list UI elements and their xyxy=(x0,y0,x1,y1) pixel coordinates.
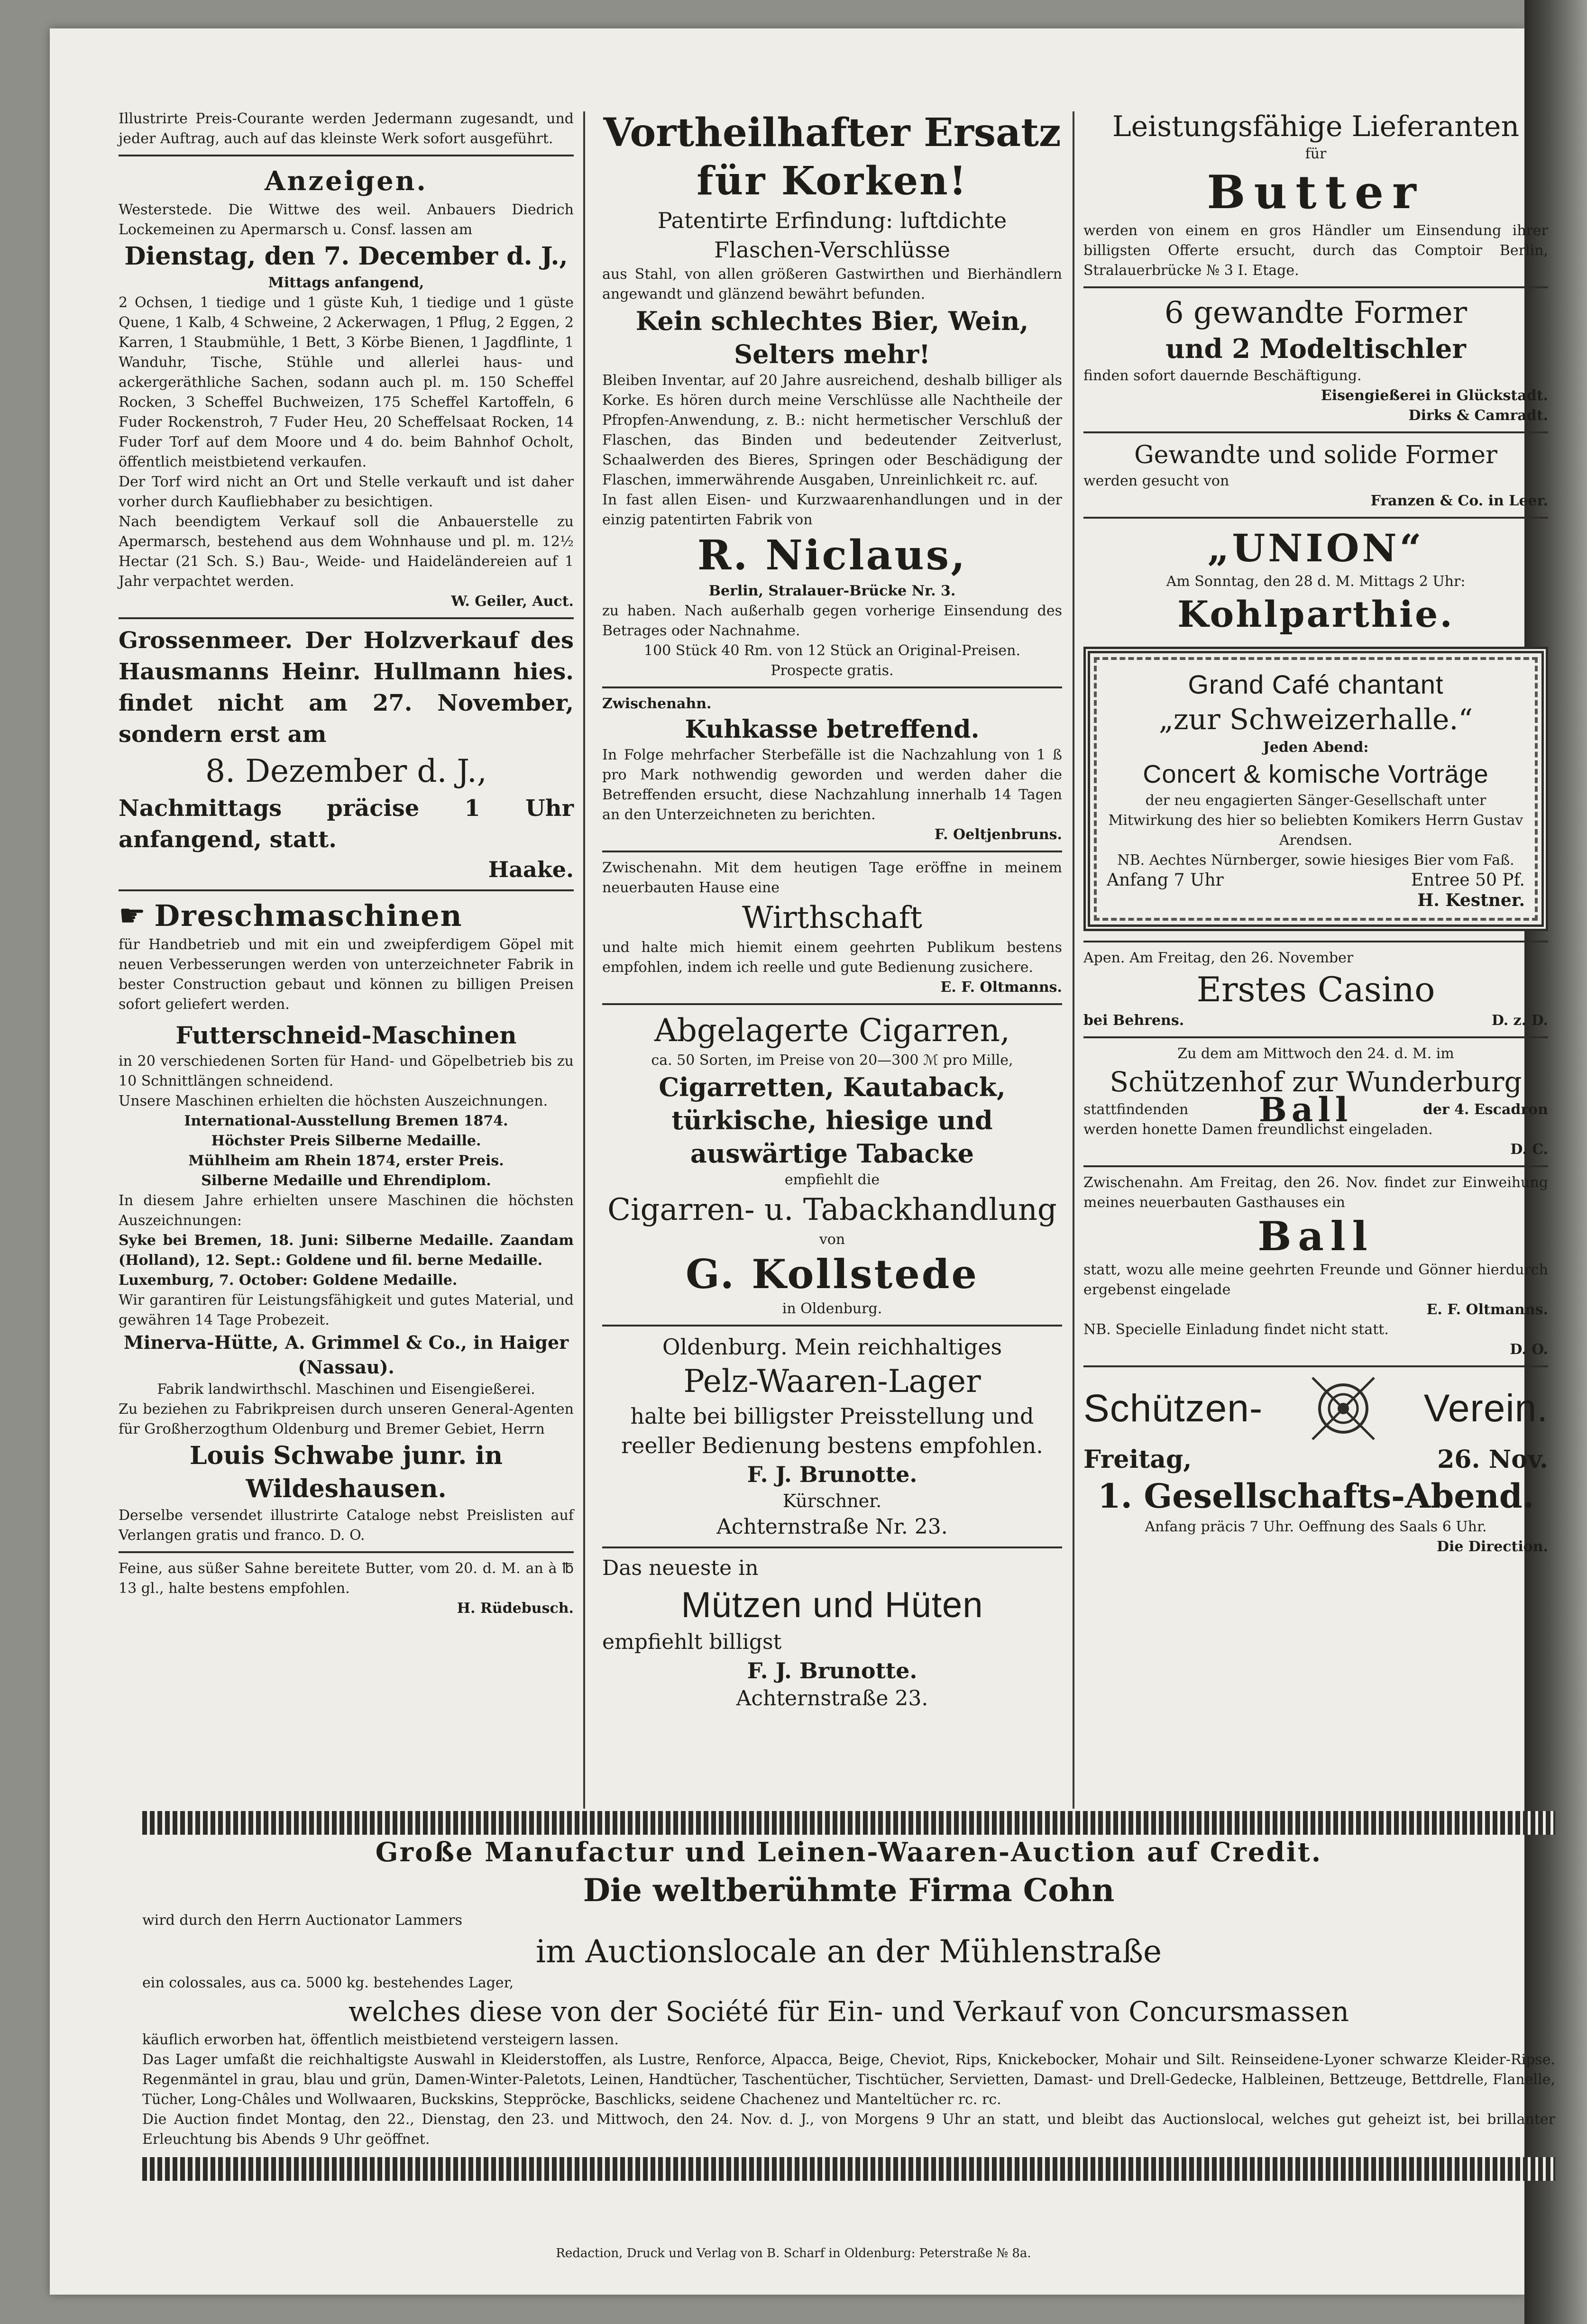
column-rule xyxy=(583,111,585,1809)
event-note: NB. Specielle Einladung findet nicht statt. xyxy=(1083,1321,1389,1338)
price-list-note: Illustrirte Preis-Courante werden Jedermann zugesandt, und jeder Auftrag, auch auf das kleinste Werk sofort ausgeführt. xyxy=(119,110,574,147)
ad-body: werden von einem en gros Händler um Einsendung ihrer billigsten Offerte ersucht, durch das Comptoir Berlin, Stralauerbrücke № 3 I. Etage. xyxy=(1083,222,1548,279)
award: Mühlheim am Rhein 1874, erster Preis. xyxy=(188,1153,504,1169)
event-title: Kohlparthie. xyxy=(1177,593,1454,635)
divider xyxy=(119,1551,574,1553)
company-address: Achternstraße Nr. 23. xyxy=(716,1515,948,1539)
ad-headline: 6 gewandte Former xyxy=(1164,295,1468,330)
pointing-hand-icon: ☛ xyxy=(119,898,146,933)
ad-body: aus Stahl, von allen größeren Gastwirthen und Bierhändlern angewandt und glänzend bewährt befunden. xyxy=(602,266,1062,302)
ad-body: Bleiben Inventar, auf 20 Jahre ausreichend, deshalb billiger als Korke. Es hören durch meine Verschlüsse alle Nachtheile der Pfropfen-Anwendung, z. B.: nicht hermetischer Verschluß der Flaschen, das Binden und bedeutender Zeitverlust, Schaalwerden des Bieres, Springen oder Beschädigung der Flaschen, immerwährende Ausgaben, Unreinlichkeit rc. auf. xyxy=(602,372,1062,488)
entry-price: Entree 50 Pf. xyxy=(1411,870,1525,890)
event-venue: Schützenhof zur Wunderburg xyxy=(1110,1066,1522,1098)
event-venue: bei Behrens. xyxy=(1083,1012,1184,1029)
club-header xyxy=(1083,1373,1548,1444)
event-line xyxy=(1083,1090,1548,1129)
ad-body: ca. 50 Sorten, im Preise von 20—300 ℳ pro Mille, xyxy=(651,1052,1013,1069)
divider xyxy=(602,1325,1062,1327)
auction-torf-note: Der Torf wird nicht an Ort und Stelle verkauft und ist daher vorher durch Kaufliebhaber zu besichtigen. xyxy=(119,474,574,510)
award: Höchster Preis Silberne Medaille. xyxy=(211,1133,481,1149)
ad-shop: Cigarren- u. Tabackhandlung xyxy=(607,1192,1057,1227)
award: Silberne Medaille und Ehrendiplom. xyxy=(201,1172,491,1189)
ad-price: 100 Stück 40 Rm. von 12 Stück an Original-Preisen. xyxy=(644,642,1020,659)
start-time: Anfang 7 Uhr xyxy=(1107,870,1224,890)
award-text: Syke bei Bremen, 18. Juni: Silberne Medaille. Zaandam (Holland), 12. Sept.: Goldene und fil. berne Medaille. xyxy=(119,1232,574,1269)
venue-title: Grand Café chantant xyxy=(1188,669,1444,699)
company-desc: Fabrik landwirthschl. Maschinen und Eisengießerei. xyxy=(157,1381,535,1398)
ad-body: für xyxy=(1305,146,1327,162)
notice-title: Wirthschaft xyxy=(742,900,923,935)
venue-program: Concert & komische Vorträge xyxy=(1143,760,1489,788)
award: International-Ausstellung Bremen 1874. xyxy=(184,1113,508,1129)
ad-headline: Abgelagerte Cigarren, xyxy=(654,1012,1010,1049)
event-title: Erstes Casino xyxy=(1196,970,1435,1009)
signature: F. J. Brunotte. xyxy=(747,1658,917,1684)
notice-title: Kuhkasse betreffend. xyxy=(685,715,980,744)
decorative-band xyxy=(142,2157,1555,2181)
divider xyxy=(1083,1165,1548,1167)
ad-headline: und 2 Modeltischler xyxy=(1165,333,1466,365)
ad-product-list: Cigarretten, Kautaback, türkische, hiesige und auswärtige Tabacke xyxy=(659,1072,1006,1169)
ad-body: In fast allen Eisen- und Kurzwaarenhandlungen und in der einzig patentirten Fabrik von xyxy=(602,492,1062,528)
agent-note: Zu beziehen zu Fabrikpreisen durch unseren General-Agenten für Großherzogthum Oldenburg und Bremer Gebiet, Herrn xyxy=(119,1401,574,1437)
event-body: werden honette Damen freundlichst eingeladen. xyxy=(1083,1121,1433,1138)
divider xyxy=(602,1003,1062,1005)
auction-time: Mittags anfangend, xyxy=(268,274,424,291)
column-middle xyxy=(602,109,1062,1712)
auction-location: im Auctionslocale an der Mühlenstraße xyxy=(535,1933,1162,1970)
auction-date: Dienstag, den 7. December d. J., xyxy=(124,242,568,271)
auction-title: Große Manufactur und Leinen-Waaren-Auction auf Credit. xyxy=(375,1837,1322,1868)
target-emblem-icon xyxy=(1308,1373,1379,1444)
ad-body: von xyxy=(819,1231,845,1248)
event-date: Am Sonntag, den 28 d. M. Mittags 2 Uhr: xyxy=(1166,573,1466,590)
ad-headline: Vortheilhafter Ersatz xyxy=(603,110,1061,156)
ad-headline: Butter xyxy=(1207,165,1425,219)
signature: F. Oeltjenbruns. xyxy=(934,826,1062,843)
signature: D. O. xyxy=(1510,1341,1548,1358)
signature: Kürschner. xyxy=(782,1491,882,1511)
club-name: Verein. xyxy=(1423,1387,1548,1430)
ad-intro: Oldenburg. Mein reichhaltiges xyxy=(662,1334,1002,1360)
event-date: 26. Nov. xyxy=(1437,1445,1548,1474)
event-times: Anfang präcis 7 Uhr. Oeffnung des Saals 6 Uhr. xyxy=(1145,1519,1487,1535)
event-text: stattfindenden xyxy=(1083,1101,1189,1118)
signature: Haake. xyxy=(488,857,574,882)
event-day: Freitag, xyxy=(1083,1445,1192,1474)
event-title: Ball xyxy=(1258,1090,1353,1129)
divider xyxy=(602,686,1062,688)
auction-advertisement xyxy=(142,1811,1555,2181)
signature: F. J. Brunotte. xyxy=(747,1462,917,1487)
event-intro: Zu dem am Mittwoch den 24. d. M. im xyxy=(1177,1045,1454,1062)
company-name: Minerva-Hütte, A. Grimmel & Co., in Haiger (Nassau). xyxy=(123,1332,569,1378)
thresher-header xyxy=(119,897,574,935)
catalog-note: Derselbe versendet illustrirte Cataloge nebst Preislisten auf Verlangen gratis und franco. D. O. xyxy=(119,1507,574,1544)
wood-sale-time: Nachmittags präcise 1 Uhr anfangend, statt. xyxy=(119,795,574,853)
column-right xyxy=(1083,109,1548,1557)
wood-sale-notice: Grossenmeer. Der Holzverkauf des Hausmanns Heinr. Hullmann hies. findet nicht am 27. November, sondern erst am xyxy=(119,627,574,748)
imprint: Redaction, Druck und Verlag von B. Scharf in Oldenburg: Peterstraße № 8a. xyxy=(556,2246,1031,2260)
ad-headline: Leistungsfähige Lieferanten xyxy=(1112,110,1520,143)
divider xyxy=(602,851,1062,852)
divider xyxy=(119,889,574,891)
auction-intro: Westerstede. Die Wittwe des weil. Anbauers Diedrich Lockemeinen zu Apermarsch u. Consf. lassen am xyxy=(119,201,574,238)
auction-body: wird durch den Herrn Auctionator Lammers xyxy=(142,1912,463,1929)
company-address: Achternstraße 23. xyxy=(736,1686,928,1711)
club-name: Schützen- xyxy=(1083,1387,1263,1430)
divider xyxy=(602,1546,1062,1548)
event-footer xyxy=(1083,1011,1548,1031)
venue-body: der neu engagierten Sänger-Gesellschaft unter Mitwirkung des hier so beliebten Komikers Herrn Gustav Arendsen. xyxy=(1108,792,1523,849)
ad-body: zu haben. Nach außerhalb gegen vorherige Einsendung des Betrages oder Nachnahme. xyxy=(602,603,1062,639)
event-title: Ball xyxy=(1257,1213,1374,1260)
ad-title: Dreschmaschinen xyxy=(154,898,463,933)
signature: H. Rüdebusch. xyxy=(457,1600,574,1617)
ad-body: Unsere Maschinen erhielten die höchsten Auszeichnungen. xyxy=(119,1093,548,1109)
auction-lease-note: Nach beendigtem Verkauf soll die Anbauerstelle zu Apermarsch, bestehend aus dem Wohnhause und pl. m. 12½ Hectar (21 Sch. S.) Bau-, Weide- und Haideländereien auf 1 Jahr verpachtet werden. xyxy=(119,513,574,590)
ad-body: in 20 verschiedenen Sorten für Hand- und Göpelbetrieb bis zu 10 Schnittlängen schneidend. xyxy=(119,1053,574,1089)
divider xyxy=(1083,431,1548,433)
ad-subheadline: Patentirte Erfindung: luftdichte Flaschen-Verschlüsse xyxy=(657,208,1007,263)
ad-headline: Mützen und Hüten xyxy=(681,1585,983,1625)
notice-body: und halte mich hiemit einem geehrten Publikum bestens empfohlen, indem ich reelle und gute Bedienung zusichere. xyxy=(602,939,1062,976)
auction-body: ein colossales, aus ca. 5000 kg. bestehendes Lager, xyxy=(142,1975,514,1991)
signature: E. F. Oltmanns. xyxy=(940,979,1062,996)
award-text: In diesem Jahre erhielten unsere Maschinen die höchsten Auszeichnungen: xyxy=(119,1192,574,1229)
signature: D. C. xyxy=(1510,1141,1548,1158)
signature: E. F. Oltmanns. xyxy=(1426,1301,1548,1318)
venue-schedule: Jeden Abend: xyxy=(1263,739,1369,756)
signature: D. z. D. xyxy=(1491,1012,1548,1029)
company-address: in Oldenburg. xyxy=(782,1300,882,1317)
section-heading: Anzeigen. xyxy=(265,165,428,197)
auction-dates: Die Auction findet Montag, den 22., Dienstag, den 23. und Mittwoch, den 24. Nov. d. J., von Morgens 9 Uhr an statt, und bleibt das Auctionslocal, welches gut geheizt ist, bei brillanter Erleuchtung bis Abends 9 Uhr geöffnet. xyxy=(142,2111,1555,2148)
divider xyxy=(1083,941,1548,942)
divider xyxy=(1083,1365,1548,1367)
company-name: Dirks & Camradt. xyxy=(1408,407,1548,424)
company-name: Die weltberühmte Firma Cohn xyxy=(583,1872,1115,1909)
divider xyxy=(119,617,574,619)
divider xyxy=(1083,286,1548,288)
venue-name: „zur Schweizerhalle.“ xyxy=(1158,703,1473,736)
event-intro: Zwischenahn. Am Freitag, den 26. Nov. findet zur Einweihung meines neuerbauten Gasthauses ein xyxy=(1083,1174,1548,1211)
ad-body: finden sofort dauernde Beschäftigung. xyxy=(1083,367,1362,384)
signature: W. Geiler, Auct. xyxy=(451,593,574,610)
company-name: Eisengießerei in Glückstadt. xyxy=(1321,387,1548,404)
guarantee: Wir garantiren für Leistungsfähigkeit und gutes Material, und gewähren 14 Tage Probezeit. xyxy=(119,1292,574,1328)
ad-note: Prospecte gratis. xyxy=(771,662,894,679)
company-name: G. Kollstede xyxy=(686,1251,979,1298)
ad-title: Futterschneid-Maschinen xyxy=(175,1021,517,1049)
place-name: Zwischenahn. xyxy=(602,695,712,712)
ad-intro: Das neueste in xyxy=(602,1556,759,1580)
company-name: Franzen & Co. in Leer. xyxy=(1370,493,1548,509)
column-rule xyxy=(1073,111,1074,1809)
ad-body: empfiehlt die xyxy=(784,1171,880,1188)
ad-slogan: Kein schlechtes Bier, Wein, Selters mehr! xyxy=(635,306,1029,369)
agent-name: Louis Schwabe junr. in Wildeshausen. xyxy=(189,1441,503,1503)
signature: Die Direction. xyxy=(1436,1538,1548,1555)
ad-body: für Handbetrieb und mit ein und zweipferdigem Göpel mit neuen Verbesserungen werden von unterzeichneter Fabrik in bester Construction gebaut und können zu billigen Preisen sofort geliefert werden. xyxy=(119,936,574,1013)
wood-sale-date: 8. Dezember d. J., xyxy=(205,753,487,789)
divider xyxy=(119,155,574,156)
auction-source: welches diese von der Société für Ein- und Verkauf von Concursmassen xyxy=(349,1995,1349,2028)
event-text: der 4. Escadron xyxy=(1422,1101,1548,1118)
club-date xyxy=(1083,1444,1548,1475)
award-text: Luxemburg, 7. October: Goldene Medaille. xyxy=(119,1272,458,1289)
event-body: statt, wozu alle meine geehrten Freunde und Gönner hierdurch ergebenst eingelade xyxy=(1083,1262,1548,1298)
notice-body: In Folge mehrfacher Sterbefälle ist die Nachzahlung von 1 ß pro Mark nothwendig geworden und werden daher die Betreffenden ersucht, diese Nachzahlung innerhalb 14 Tagen an den Unterzeichneten zu berichten. xyxy=(602,747,1062,823)
event-title: 1. Gesellschafts-Abend. xyxy=(1097,1476,1534,1516)
notice-body: Zwischenahn. Mit dem heutigen Tage eröffne in meinem neuerbauten Hause eine xyxy=(602,860,1062,896)
club-name: „UNION“ xyxy=(1207,526,1424,570)
decorative-band xyxy=(142,1811,1555,1835)
ad-headline: Pelz-Waaren-Lager xyxy=(683,1363,981,1400)
event-intro: Apen. Am Freitag, den 26. November xyxy=(1083,950,1354,966)
butter-ad: Feine, aus süßer Sahne bereitete Butter, vom 20. d. M. an à ℔ 13 gl., halte bestens empfohlen. xyxy=(119,1560,574,1597)
divider xyxy=(1083,1036,1548,1038)
auction-goods: Das Lager umfaßt die reichhaltigste Auswahl in Kleiderstoffen, als Lustre, Renforce, Alpacca, Beige, Cheviot, Rips, Knickebocker, Mohair und Silt. Reinseidene-Lyoner schwarze Kleider-Ripse. Regenmäntel in grau, blau und grün, Damen-Winter-Paletots, Leinen, Handtücher, Taschentücher, Tischtücher, Servietten, Damast- und Drell-Gedecke, Halbleinen, Bettzeuge, Bettdrelle, Flanelle, Tücher, Long-Châles und Wollwaaren, Buckskins, Steppröcke, Baschlicks, seidene Chachenez und Manteltücher rc. rc. xyxy=(142,2051,1555,2108)
auction-body: käuflich erworben hat, öffentlich meistbietend versteigern lassen. xyxy=(142,2031,619,2048)
company-name: R. Niclaus, xyxy=(697,531,967,579)
ad-body: empfiehlt billigst xyxy=(602,1630,782,1654)
signature: H. Kestner. xyxy=(1417,890,1525,910)
ad-headline: für Korken! xyxy=(697,158,968,204)
auction-items: 2 Ochsen, 1 tiedige und 1 güste Kuh, 1 tiedige und 1 güste Quene, 1 Kalb, 4 Schweine, 2 Ackerwagen, 1 Pflug, 2 Eggen, 2 Karren, 1 Staubmühle, 1 Bett, 3 Körbe Bienen, 1 Jagdflinte, 1 Wanduhr, Tische, Stühle und allerlei haus- und ackergeräthliche Sachen, sodann auch pl. m. 150 Scheffel Rocken, 3 Scheffel Buchweizen, 175 Scheffel Kartoffeln, 6 Fuder Rockenstroh, 7 Fuder Heu, 20 Scheffelsaat Rocken, 14 Fuder Torf auf dem Moore und 4 do. beim Bahnhof Ocholt, öffentlich meistbietend verkaufen. xyxy=(119,294,574,470)
company-address: Berlin, Stralauer-Brücke Nr. 3. xyxy=(708,583,956,599)
ornamental-frame xyxy=(1083,647,1548,931)
ad-headline: Gewandte und solide Former xyxy=(1134,441,1497,469)
venue-times xyxy=(1107,870,1525,890)
column-left xyxy=(119,109,574,1619)
ad-body: halte bei billigster Preisstellung und reeller Bedienung bestens empfohlen. xyxy=(621,1403,1043,1458)
ad-body: werden gesucht von xyxy=(1083,473,1229,489)
venue-body: NB. Aechtes Nürnberger, sowie hiesiges Bier vom Faß. xyxy=(1117,852,1514,869)
divider xyxy=(1083,517,1548,519)
